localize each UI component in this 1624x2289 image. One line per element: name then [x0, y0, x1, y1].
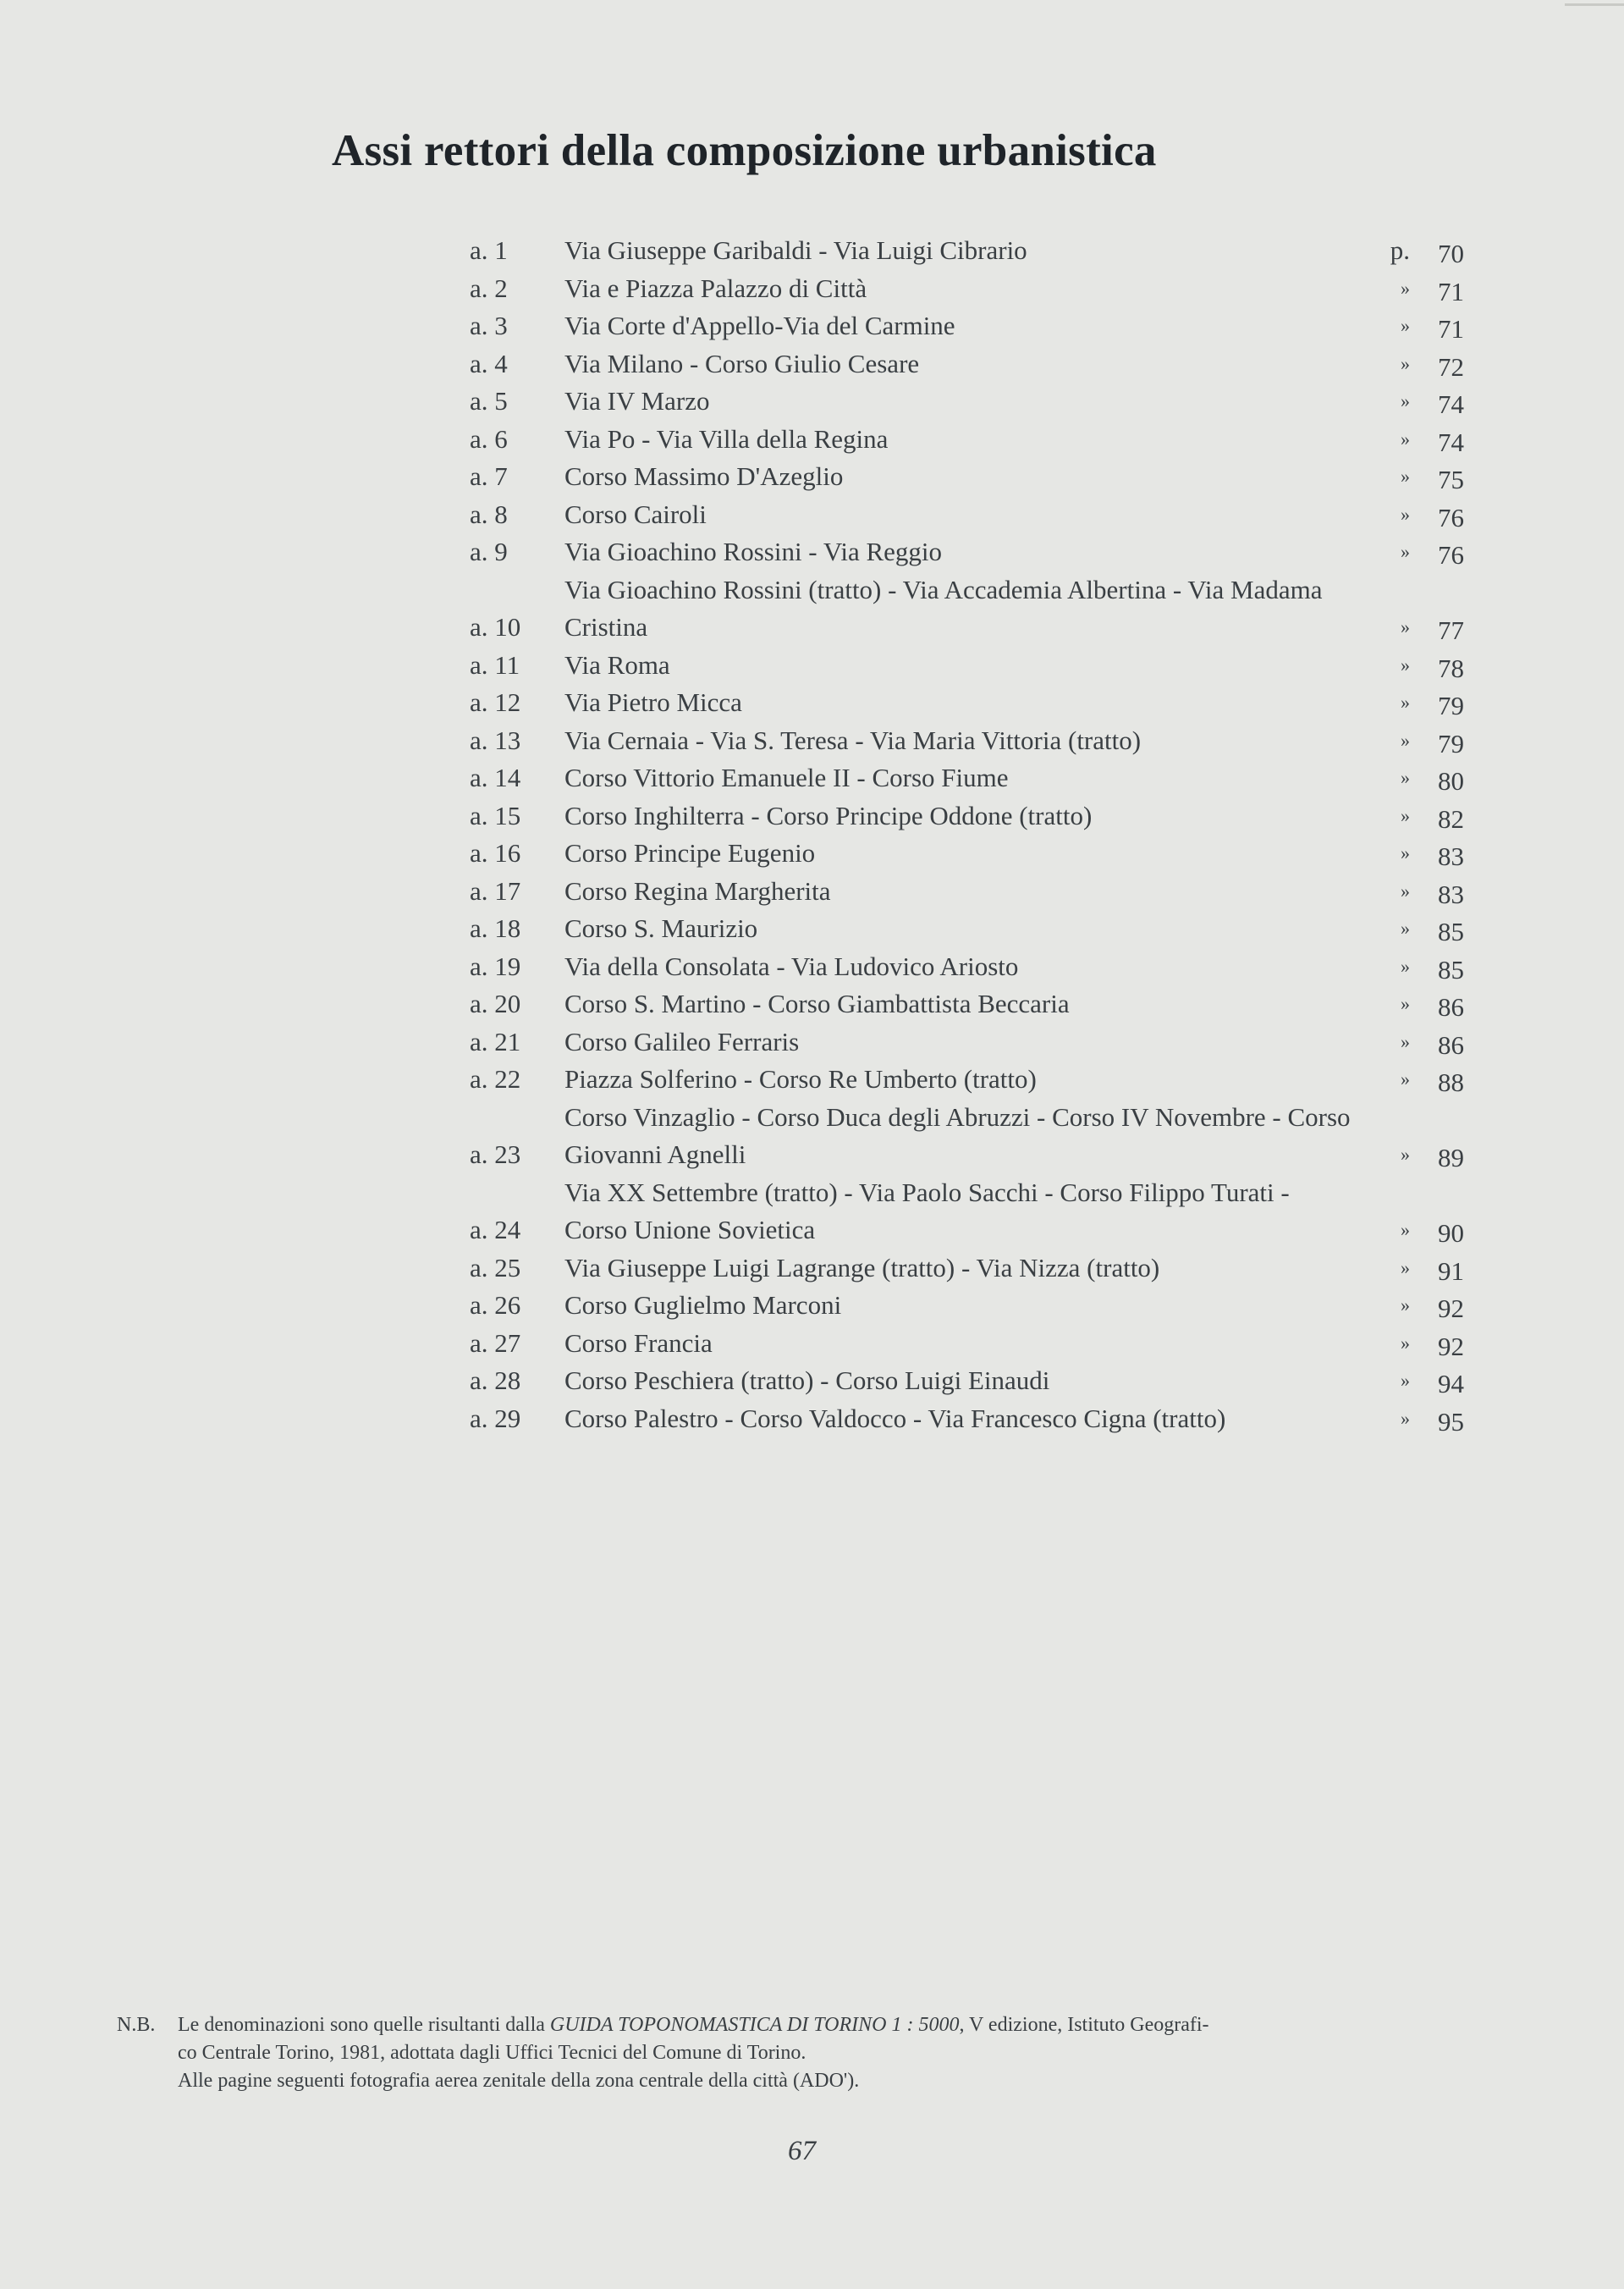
- entry-title: Corso Palestro - Corso Valdocco - Via Francesco Cigna (tratto): [564, 1403, 1226, 1433]
- page-marker: »: [1401, 1219, 1410, 1240]
- entry-number: a. 27: [470, 1327, 521, 1358]
- entry-number: a. 14: [470, 763, 521, 792]
- footnote-prefix: N.B.: [117, 2014, 156, 2036]
- entry-title: Via Gioachino Rossini - Via Reggio: [564, 537, 943, 566]
- entry-title: Via Po - Via Villa della Regina: [564, 423, 889, 454]
- entry-title: Piazza Solferino - Corso Re Umberto (tratto): [564, 1064, 1037, 1094]
- page-marker: »: [1401, 352, 1410, 374]
- entry-number: a. 24: [470, 1215, 521, 1244]
- entry-title: Corso Vinzaglio - Corso Duca degli Abruzzi - Corso IV Novembre - Corso Giovanni Agnelli: [564, 1101, 1351, 1169]
- entry-page: 86: [1438, 992, 1464, 1022]
- toc-entry: [470, 1362, 1464, 1400]
- page-marker: »: [1401, 993, 1410, 1014]
- footnote: [117, 2011, 1471, 2095]
- page-marker: »: [1401, 541, 1410, 562]
- entry-title: Corso Peschiera (tratto) - Corso Luigi Einaudi: [564, 1365, 1050, 1395]
- entry-page: 71: [1438, 276, 1464, 306]
- entry-number: a. 8: [470, 499, 508, 529]
- entry-number: a. 9: [470, 537, 508, 566]
- entry-number: a. 10: [470, 612, 521, 642]
- toc-entry: [470, 1249, 1464, 1288]
- entry-title: Corso Cairoli: [564, 499, 707, 529]
- toc-entry: [470, 232, 1464, 270]
- entry-number: a. 4: [470, 348, 508, 378]
- entry-page: 89: [1438, 1143, 1464, 1172]
- entry-title: Corso S. Martino - Corso Giambattista Beccaria: [564, 989, 1070, 1018]
- entry-title: Via della Consolata - Via Ludovico Ariosto: [564, 951, 1019, 981]
- entry-number: a. 28: [470, 1365, 521, 1395]
- entry-page: 74: [1438, 389, 1464, 419]
- entry-title: Corso Guglielmo Marconi: [564, 1290, 842, 1320]
- entry-title: Corso S. Maurizio: [564, 913, 758, 943]
- entry-number: a. 26: [470, 1290, 521, 1320]
- toc-entry: [470, 307, 1464, 345]
- toc-entry: [470, 1325, 1464, 1363]
- entry-page: 85: [1438, 917, 1464, 946]
- entry-title: Corso Vittorio Emanuele II - Corso Fiume: [564, 763, 1009, 792]
- toc-entry: [470, 496, 1464, 534]
- toc-entry: [470, 533, 1464, 571]
- page-marker: »: [1401, 1256, 1410, 1278]
- entry-number: a. 15: [470, 800, 521, 830]
- page-marker: »: [1401, 503, 1410, 525]
- page-marker: »: [1401, 1144, 1410, 1165]
- page-marker: »: [1401, 918, 1410, 939]
- toc-entry: [470, 270, 1464, 308]
- entry-page: 95: [1438, 1406, 1464, 1437]
- entry-page: 78: [1438, 653, 1464, 683]
- page-marker: »: [1401, 277, 1410, 299]
- entry-page: 76: [1438, 540, 1464, 570]
- entry-page: 85: [1438, 954, 1464, 985]
- entry-page: 92: [1438, 1331, 1464, 1361]
- page-marker: »: [1401, 1370, 1410, 1391]
- entry-number: a. 5: [470, 386, 508, 416]
- entry-page: 82: [1438, 803, 1464, 834]
- entry-page: 79: [1438, 691, 1464, 720]
- toc-entry: [470, 1099, 1464, 1174]
- entry-page: 79: [1438, 728, 1464, 758]
- page-marker: »: [1401, 955, 1410, 977]
- entry-title: Via Giuseppe Garibaldi - Via Luigi Cibrario: [564, 235, 1027, 265]
- toc-entry: [470, 910, 1464, 948]
- footnote-line-2: co Centrale Torino, 1981, adottata dagli Uffici Tecnici del Comune di Torino.: [178, 2042, 806, 2064]
- entry-title: Via e Piazza Palazzo di Città: [564, 273, 867, 303]
- entry-number: a. 6: [470, 423, 508, 454]
- toc-entry: [470, 383, 1464, 421]
- entry-number: a. 1: [470, 235, 508, 265]
- page-marker: »: [1401, 1332, 1410, 1354]
- toc-entry: [470, 985, 1464, 1023]
- page-number: 67: [788, 2136, 816, 2166]
- page-marker: »: [1401, 1294, 1410, 1315]
- entry-number: a. 13: [470, 725, 521, 755]
- entry-page: 70: [1438, 239, 1464, 268]
- page-marker: »: [1401, 315, 1410, 336]
- entry-page: 74: [1438, 427, 1464, 457]
- toc-entry: [470, 571, 1464, 647]
- page-marker: »: [1401, 729, 1410, 751]
- entry-title: Via Milano - Corso Giulio Cesare: [564, 348, 920, 378]
- entry-number: a. 3: [470, 311, 508, 340]
- entry-number: a. 12: [470, 687, 521, 717]
- entry-page: 83: [1438, 841, 1464, 871]
- entry-title: Corso Massimo D'Azeglio: [564, 461, 844, 491]
- entry-number: a. 19: [470, 951, 521, 981]
- toc-entry: [470, 684, 1464, 722]
- entry-title: Corso Inghilterra - Corso Principe Oddone (tratto): [564, 800, 1093, 830]
- toc-entry: [470, 759, 1464, 797]
- entry-number: a. 20: [470, 989, 521, 1018]
- footnote-text-cont: , V edizione, Istituto Geografi-: [959, 2014, 1209, 2036]
- footnote-text: Le denominazioni sono quelle risultanti dalla: [178, 2014, 550, 2036]
- entry-page: 75: [1438, 465, 1464, 494]
- entry-number: a. 23: [470, 1139, 521, 1169]
- table-of-contents: [470, 232, 1464, 1437]
- entry-title: Via Giuseppe Luigi Lagrange (tratto) - Via Nizza (tratto): [564, 1252, 1160, 1282]
- toc-entry: [470, 1023, 1464, 1062]
- toc-entry: [470, 948, 1464, 986]
- entry-number: a. 17: [470, 875, 521, 906]
- entry-number: a. 16: [470, 838, 521, 868]
- entry-number: a. 11: [470, 649, 520, 680]
- entry-page: 71: [1438, 314, 1464, 344]
- footnote-line-1: [117, 2011, 1471, 2039]
- page-marker: »: [1401, 1030, 1410, 1052]
- entry-number: a. 22: [470, 1064, 521, 1094]
- entry-title: Via Corte d'Appello-Via del Carmine: [564, 311, 955, 340]
- entry-number: a. 25: [470, 1252, 521, 1282]
- entry-title: Corso Francia: [564, 1327, 713, 1358]
- entry-number: a. 18: [470, 913, 521, 943]
- page-marker: p.: [1390, 235, 1410, 265]
- page-marker: »: [1401, 804, 1410, 826]
- entry-title: Via IV Marzo: [564, 386, 710, 416]
- entry-page: 94: [1438, 1369, 1464, 1398]
- toc-entry: [470, 873, 1464, 911]
- toc-entry: [470, 797, 1464, 836]
- entry-page: 92: [1438, 1293, 1464, 1323]
- toc-entry: [470, 722, 1464, 760]
- entry-title: Corso Galileo Ferraris: [564, 1026, 800, 1056]
- entry-page: 83: [1438, 879, 1464, 909]
- entry-page: 88: [1438, 1067, 1464, 1097]
- page-marker: »: [1401, 616, 1410, 637]
- footnote-source-title: GUIDA TOPONOMASTICA DI TORINO 1 : 5000: [549, 2014, 960, 2036]
- entry-page: 86: [1438, 1029, 1464, 1060]
- footnote-line-3: Alle pagine seguenti fotografia aerea zenitale della zona centrale della città (ADO').: [178, 2070, 860, 2092]
- page-title: Assi rettori della composizione urbanistica: [332, 126, 1157, 175]
- page-marker: »: [1401, 1407, 1410, 1429]
- toc-entry: [470, 1174, 1464, 1249]
- page-edge-mark: [1565, 3, 1624, 6]
- entry-page: 91: [1438, 1255, 1464, 1286]
- toc-entry: [470, 647, 1464, 685]
- toc-entry: [470, 458, 1464, 496]
- page-marker: »: [1401, 427, 1410, 450]
- toc-entry: [470, 1061, 1464, 1099]
- entry-title: Via XX Settembre (tratto) - Via Paolo Sacchi - Corso Filippo Turati - Corso Unione Sovietica: [564, 1177, 1290, 1244]
- entry-page: 76: [1438, 502, 1464, 532]
- page-marker: »: [1401, 842, 1410, 863]
- entry-number: a. 29: [470, 1403, 521, 1433]
- page-marker: »: [1401, 880, 1410, 902]
- entry-number: a. 2: [470, 273, 508, 303]
- entry-title: Corso Regina Margherita: [564, 875, 831, 906]
- entry-page: 90: [1438, 1218, 1464, 1248]
- toc-entry: [470, 1287, 1464, 1325]
- page-marker: »: [1401, 390, 1410, 411]
- entry-title: Via Pietro Micca: [564, 687, 742, 717]
- entry-page: 77: [1438, 615, 1464, 645]
- toc-entry: [470, 421, 1464, 459]
- toc-entry: [470, 835, 1464, 873]
- entry-number: a. 21: [470, 1026, 521, 1056]
- toc-entry: [470, 1400, 1464, 1438]
- toc-entry: [470, 345, 1464, 383]
- entry-page: 80: [1438, 766, 1464, 796]
- entry-title: Via Cernaia - Via S. Teresa - Via Maria Vittoria (tratto): [564, 725, 1142, 755]
- page-marker: »: [1401, 654, 1410, 676]
- entry-title: Corso Principe Eugenio: [564, 838, 816, 868]
- page-marker: »: [1401, 767, 1410, 788]
- entry-number: a. 7: [470, 461, 508, 491]
- entry-title: Via Roma: [564, 649, 670, 680]
- entry-page: 72: [1438, 351, 1464, 382]
- page-marker: »: [1401, 1068, 1410, 1089]
- entry-title: Via Gioachino Rossini (tratto) - Via Accademia Albertina - Via Madama Cristina: [564, 574, 1323, 642]
- page-marker: »: [1401, 692, 1410, 713]
- page-marker: »: [1401, 466, 1410, 487]
